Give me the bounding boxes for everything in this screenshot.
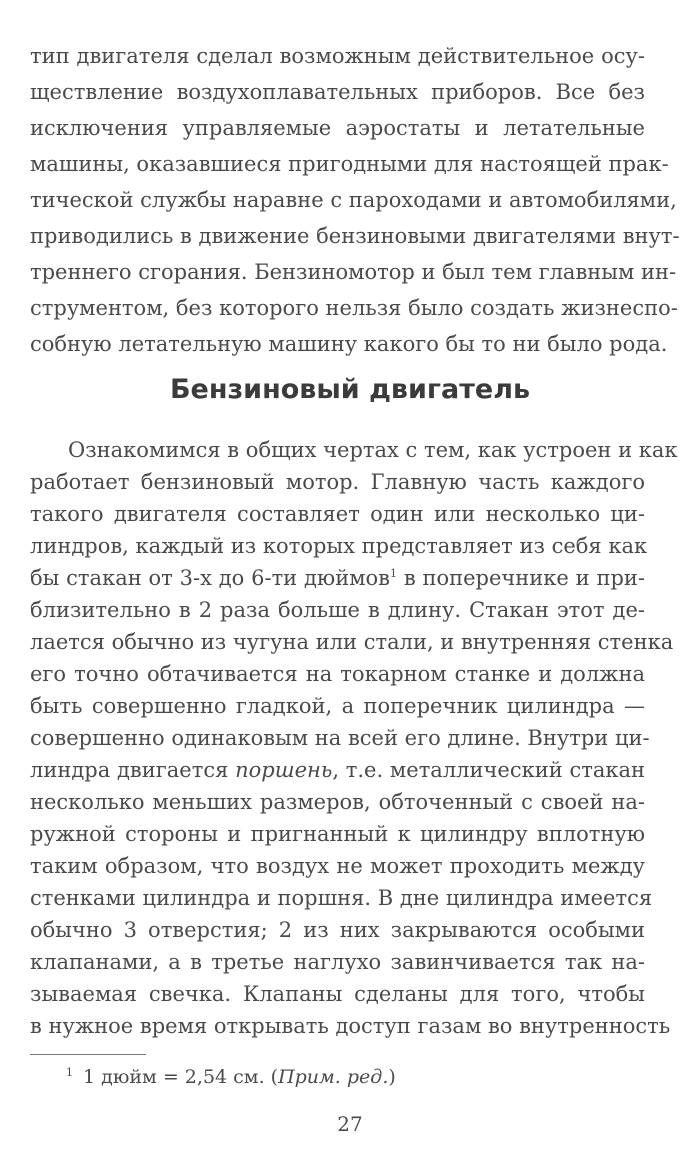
body-line: быть совершенно гладкой, а поперечник цилиндра — <box>30 694 645 718</box>
intro-line: тической службы наравне с пароходами и автомобилями, <box>30 188 677 212</box>
footnote-marker: 1 <box>66 1065 73 1079</box>
intro-line: собную летательную машину какого бы то ни было рода. <box>30 332 668 356</box>
intro-line: исключения управляемые аэростаты и летательные <box>30 116 645 140</box>
intro-line: тип двигателя сделал возможным действительное осу- <box>30 44 645 68</box>
body-line: лается обычно из чугуна или стали, и внутренняя стенка <box>30 630 674 654</box>
section-heading: Бензиновый двигатель <box>169 374 531 405</box>
body-text: , т.е. металлический стакан <box>332 758 646 782</box>
footnote-text: 1 дюйм = 2,54 см. ( <box>83 1066 279 1088</box>
body-line: клапанами, а в третье наглухо завинчивается так на- <box>30 950 645 974</box>
body-line: линдров, каждый из которых представляет из себя как <box>30 534 648 558</box>
body-line: работает бензиновый мотор. Главную часть каждого <box>30 470 645 494</box>
body-line: совершенно одинаковым на всей его длине. Внутри ци- <box>30 726 650 750</box>
emphasized-term: поршень <box>235 758 333 782</box>
intro-line: треннего сгорания. Бензиномотор и был тем главным ин- <box>30 260 677 284</box>
footnote-close: ) <box>388 1066 396 1088</box>
body-text: линдра двигается <box>30 758 236 782</box>
body-line: его точно обтачивается на токарном станке и должна <box>30 662 645 686</box>
body-text: бы стакан от 3-х до 6-ти дюймов <box>30 566 391 590</box>
footnote <box>66 1066 396 1088</box>
footnote-reference[interactable]: 1 <box>390 567 398 580</box>
footnote-editor-note: Прим. ред. <box>278 1066 389 1088</box>
body-line: несколько меньших размеров, обточенный с своей на- <box>30 790 645 814</box>
intro-line: струментом, без которого нельзя было создать жизнеспо- <box>30 296 678 320</box>
intro-line: машины, оказавшиеся пригодными для настоящей прак- <box>30 152 669 176</box>
body-line <box>30 566 645 590</box>
body-line <box>30 758 645 782</box>
body-text: в поперечнике и при- <box>397 566 645 590</box>
body-line: таким образом, что воздух не может проходить между <box>30 854 645 878</box>
intro-line: ществление воздухоплавательных приборов. Все без <box>30 80 645 104</box>
body-line: стенками цилиндра и поршня. В дне цилиндра имеется <box>30 886 653 910</box>
body-line: близительно в 2 раза больше в длину. Стакан этот де- <box>30 598 645 622</box>
page-number: 27 <box>337 1112 363 1136</box>
body-line: ружной стороны и пригнанный к цилиндру вплотную <box>30 822 645 846</box>
body-line: обычно 3 отверстия; 2 из них закрываются особыми <box>30 918 645 942</box>
body-line: зываемая свечка. Клапаны сделаны для того, чтобы <box>30 982 645 1006</box>
body-line: Ознакомимся в общих чертах с тем, как устроен и как <box>68 438 678 462</box>
body-line: такого двигателя составляет один или несколько ци- <box>30 502 645 526</box>
body-line: в нужное время открывать доступ газам во внутренность <box>30 1014 671 1038</box>
footnote-separator <box>30 1054 146 1055</box>
intro-line: приводились в движение бензиновыми двигателями внут- <box>30 224 680 248</box>
